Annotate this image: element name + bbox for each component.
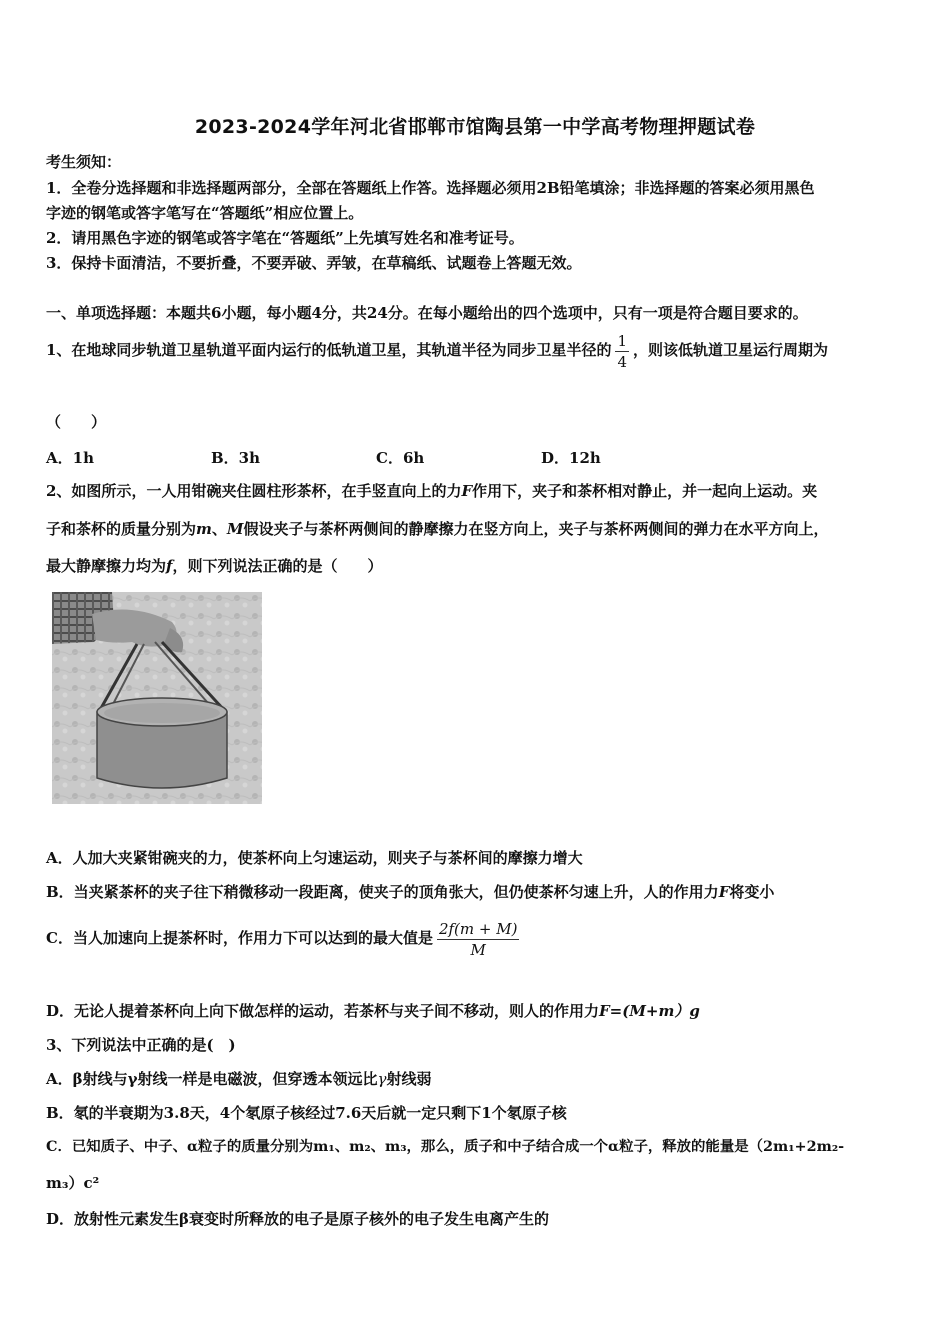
q2-line-1a: 2、如图所示，一人用钳碗夹住圆柱形茶杯，在手竖直向上的力 bbox=[46, 482, 462, 500]
q2-line-2a: 子和茶杯的质量分别为 bbox=[46, 520, 197, 538]
q2-option-b-tail: 将变小 bbox=[729, 883, 775, 901]
q1-option-c: C．6h bbox=[376, 449, 425, 467]
q1-option-d: D．12h bbox=[541, 449, 601, 467]
q2-figure-photo bbox=[52, 592, 262, 804]
q2-option-b-var: F bbox=[718, 883, 730, 901]
q2-line-3 bbox=[46, 556, 382, 576]
q2-line-2 bbox=[46, 519, 829, 539]
notice-item-1: 1．全卷分选择题和非选择题两部分，全部在答题纸上作答。选择题必须用2B铅笔填涂；非选择题的答案必须用黑色 bbox=[46, 179, 815, 197]
q2-option-d bbox=[46, 1001, 700, 1021]
q2-option-c-den: M bbox=[470, 940, 486, 959]
q2-option-a: A．人加大夹紧钳碗夹的力，使茶杯向上匀速运动，则夹子与茶杯间的摩擦力增大 bbox=[46, 849, 583, 867]
q1-paren: （ ） bbox=[46, 413, 107, 431]
q2-var-F: F bbox=[461, 482, 473, 500]
q3-stem: 3、下列说法中正确的是( ) bbox=[46, 1036, 236, 1054]
q3-option-a-tail: 射线弱 bbox=[386, 1070, 432, 1088]
q1-frac-den: 4 bbox=[617, 352, 627, 371]
q3-option-a-gamma: γ bbox=[377, 1070, 387, 1088]
q2-option-d-formula: F=(M+m）g bbox=[599, 1002, 700, 1020]
q2-option-b-text: B．当夹紧茶杯的夹子往下稍微移动一段距离，使夹子的顶角张大，但仍使茶杯匀速上升，人的作用力 bbox=[46, 883, 719, 901]
page-title: 2023-2024学年河北省邯郸市馆陶县第一中学高考物理押题试卷 bbox=[194, 116, 756, 138]
q2-var-M: M bbox=[226, 520, 244, 538]
q2-var-f: f bbox=[166, 557, 173, 575]
notice-item-3: 3．保持卡面清洁，不要折叠，不要弄破、弄皱，在草稿纸、试题卷上答题无效。 bbox=[46, 254, 582, 272]
q2-line-1 bbox=[46, 481, 817, 501]
q2-option-c-fraction bbox=[437, 919, 520, 960]
q1-fraction bbox=[615, 331, 629, 372]
teacup-tongs-illustration bbox=[52, 592, 262, 804]
notice-item-2: 2．请用黑色字迹的钢笔或答字笔在“答题纸”上先填写姓名和准考证号。 bbox=[46, 229, 524, 247]
q2-line-2b: 假设夹子与茶杯两侧间的静摩擦力在竖方向上，夹子与茶杯两侧间的弹力在水平方向上， bbox=[243, 520, 829, 538]
q3-option-d: D．放射性元素发生β衰变时所释放的电子是原子核外的电子发生电离产生的 bbox=[46, 1210, 549, 1228]
q1-stem bbox=[46, 328, 828, 372]
q1-text-after: ，则该低轨道卫星运行周期为 bbox=[633, 341, 829, 359]
q2-option-b bbox=[46, 882, 774, 902]
q1-option-b: B．3h bbox=[211, 449, 261, 467]
q2-sep: 、 bbox=[211, 520, 227, 538]
q3-option-c: C．已知质子、中子、α粒子的质量分别为m₁、m₂、m₃，那么，质子和中子结合成一个α粒子，释放的能量是（2m₁+2m₂- bbox=[46, 1138, 845, 1155]
q2-line-1b: 作用下，夹子和茶杯相对静止，并一起向上运动。夹 bbox=[472, 482, 818, 500]
section-heading: 一、单项选择题：本题共6小题，每小题4分，共24分。在每小题给出的四个选项中，只有一项是符合题目要求的。 bbox=[46, 304, 808, 322]
q2-option-d-text: D．无论人提着茶杯向上向下做怎样的运动，若茶杯与夹子间不移动，则人的作用力 bbox=[46, 1002, 600, 1020]
q3-option-b: B．氡的半衰期为3.8天，4个氡原子核经过7.6天后就一定只剩下1个氡原子核 bbox=[46, 1104, 567, 1122]
q2-option-c-text: C．当人加速向上提茶杯时，作用力下可以达到的最大值是 bbox=[46, 929, 433, 947]
q3-option-a bbox=[46, 1069, 432, 1089]
q1-option-a: A．1h bbox=[46, 449, 94, 467]
q3-option-a-text: A．β射线与γ射线一样是电磁波，但穿透本领远比 bbox=[46, 1070, 378, 1088]
q2-line-3b: ，则下列说法正确的是（ ） bbox=[172, 557, 383, 575]
q2-line-3a: 最大静摩擦力均为 bbox=[46, 557, 167, 575]
q2-option-c-num: 2f(m + M) bbox=[438, 919, 518, 938]
q2-option-c bbox=[46, 916, 523, 960]
q1-text-before: 1、在地球同步轨道卫星轨道平面内运行的低轨道卫星，其轨道半径为同步卫星半径的 bbox=[46, 341, 612, 359]
q1-frac-num: 1 bbox=[617, 331, 627, 350]
q2-var-m: m bbox=[196, 520, 212, 538]
q3-option-c-cont: m₃）c² bbox=[46, 1174, 100, 1192]
notice-item-1-cont: 字迹的钢笔或答字笔写在“答题纸”相应位置上。 bbox=[46, 204, 364, 222]
notice-heading: 考生须知： bbox=[46, 153, 122, 171]
